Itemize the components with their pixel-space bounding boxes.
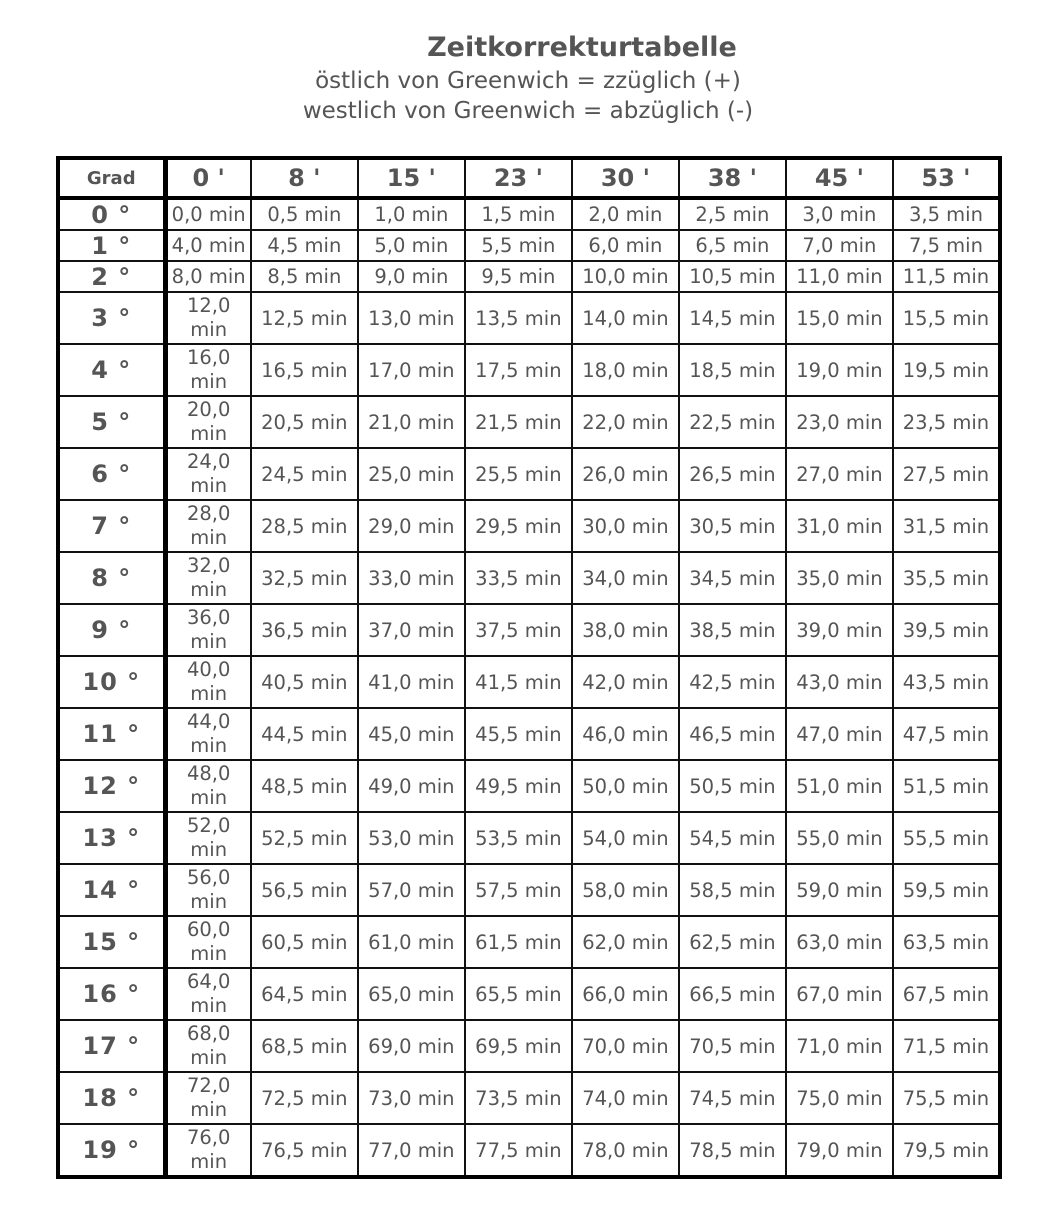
correction-cell: 24,0 min <box>165 448 251 500</box>
correction-cell: 41,5 min <box>465 656 572 708</box>
correction-cell: 13,0 min <box>358 292 465 344</box>
table-row <box>58 198 1000 230</box>
correction-cell: 29,0 min <box>358 500 465 552</box>
correction-cell: 72,5 min <box>251 1072 358 1124</box>
correction-cell: 10,0 min <box>572 261 679 292</box>
correction-cell: 64,5 min <box>251 968 358 1020</box>
correction-cell: 36,5 min <box>251 604 358 656</box>
degree-label: 12 ° <box>58 760 165 812</box>
degree-label: 4 ° <box>58 344 165 396</box>
degree-label: 1 ° <box>58 230 165 261</box>
table-header-row <box>58 158 1000 198</box>
correction-cell: 71,5 min <box>893 1020 1000 1072</box>
correction-cell: 39,5 min <box>893 604 1000 656</box>
correction-cell: 35,5 min <box>893 552 1000 604</box>
correction-cell: 70,5 min <box>679 1020 786 1072</box>
time-correction-table <box>56 156 1002 1179</box>
correction-cell: 74,5 min <box>679 1072 786 1124</box>
degree-label: 18 ° <box>58 1072 165 1124</box>
correction-cell: 32,5 min <box>251 552 358 604</box>
correction-cell: 58,5 min <box>679 864 786 916</box>
degree-label: 5 ° <box>58 396 165 448</box>
correction-cell: 60,5 min <box>251 916 358 968</box>
correction-cell: 9,5 min <box>465 261 572 292</box>
table-row <box>58 812 1000 864</box>
correction-cell: 67,5 min <box>893 968 1000 1020</box>
correction-cell: 53,5 min <box>465 812 572 864</box>
correction-cell: 3,5 min <box>893 198 1000 230</box>
correction-cell: 17,5 min <box>465 344 572 396</box>
correction-cell: 15,5 min <box>893 292 1000 344</box>
correction-cell: 28,0 min <box>165 500 251 552</box>
correction-cell: 25,0 min <box>358 448 465 500</box>
correction-cell: 68,0 min <box>165 1020 251 1072</box>
correction-cell: 45,0 min <box>358 708 465 760</box>
correction-cell: 57,5 min <box>465 864 572 916</box>
correction-cell: 27,0 min <box>786 448 893 500</box>
correction-cell: 4,0 min <box>165 230 251 261</box>
correction-cell: 70,0 min <box>572 1020 679 1072</box>
degree-label: 17 ° <box>58 1020 165 1072</box>
table-row <box>58 292 1000 344</box>
correction-cell: 59,5 min <box>893 864 1000 916</box>
correction-cell: 11,5 min <box>893 261 1000 292</box>
correction-cell: 21,0 min <box>358 396 465 448</box>
correction-cell: 13,5 min <box>465 292 572 344</box>
correction-cell: 22,5 min <box>679 396 786 448</box>
correction-cell: 23,5 min <box>893 396 1000 448</box>
correction-cell: 63,0 min <box>786 916 893 968</box>
correction-cell: 48,0 min <box>165 760 251 812</box>
correction-cell: 5,0 min <box>358 230 465 261</box>
correction-cell: 74,0 min <box>572 1072 679 1124</box>
correction-cell: 14,5 min <box>679 292 786 344</box>
header-minute: 15 ' <box>358 158 465 198</box>
correction-cell: 25,5 min <box>465 448 572 500</box>
header-minute: 45 ' <box>786 158 893 198</box>
correction-cell: 3,0 min <box>786 198 893 230</box>
table-body <box>58 198 1000 1177</box>
correction-cell: 37,5 min <box>465 604 572 656</box>
correction-cell: 51,0 min <box>786 760 893 812</box>
correction-cell: 65,0 min <box>358 968 465 1020</box>
table-row <box>58 1072 1000 1124</box>
correction-cell: 0,0 min <box>165 198 251 230</box>
correction-cell: 23,0 min <box>786 396 893 448</box>
correction-cell: 79,0 min <box>786 1124 893 1177</box>
table-row <box>58 396 1000 448</box>
header-minute: 30 ' <box>572 158 679 198</box>
correction-cell: 63,5 min <box>893 916 1000 968</box>
correction-cell: 41,0 min <box>358 656 465 708</box>
correction-cell: 33,0 min <box>358 552 465 604</box>
correction-cell: 40,0 min <box>165 656 251 708</box>
correction-cell: 55,5 min <box>893 812 1000 864</box>
correction-cell: 9,0 min <box>358 261 465 292</box>
correction-cell: 76,0 min <box>165 1124 251 1177</box>
correction-cell: 7,5 min <box>893 230 1000 261</box>
correction-cell: 11,0 min <box>786 261 893 292</box>
degree-label: 10 ° <box>58 656 165 708</box>
correction-cell: 24,5 min <box>251 448 358 500</box>
correction-cell: 42,5 min <box>679 656 786 708</box>
correction-cell: 45,5 min <box>465 708 572 760</box>
correction-cell: 49,5 min <box>465 760 572 812</box>
correction-cell: 52,5 min <box>251 812 358 864</box>
degree-label: 7 ° <box>58 500 165 552</box>
correction-cell: 78,0 min <box>572 1124 679 1177</box>
correction-cell: 34,5 min <box>679 552 786 604</box>
correction-cell: 47,5 min <box>893 708 1000 760</box>
degree-label: 8 ° <box>58 552 165 604</box>
correction-cell: 61,0 min <box>358 916 465 968</box>
header-minute: 23 ' <box>465 158 572 198</box>
correction-cell: 55,0 min <box>786 812 893 864</box>
correction-cell: 21,5 min <box>465 396 572 448</box>
correction-cell: 30,0 min <box>572 500 679 552</box>
correction-cell: 49,0 min <box>358 760 465 812</box>
degree-label: 16 ° <box>58 968 165 1020</box>
correction-cell: 40,5 min <box>251 656 358 708</box>
correction-cell: 75,5 min <box>893 1072 1000 1124</box>
correction-cell: 65,5 min <box>465 968 572 1020</box>
correction-cell: 61,5 min <box>465 916 572 968</box>
correction-cell: 62,5 min <box>679 916 786 968</box>
degree-label: 2 ° <box>58 261 165 292</box>
correction-cell: 43,5 min <box>893 656 1000 708</box>
correction-cell: 19,0 min <box>786 344 893 396</box>
correction-cell: 38,0 min <box>572 604 679 656</box>
header-minute: 0 ' <box>165 158 251 198</box>
correction-cell: 77,5 min <box>465 1124 572 1177</box>
correction-cell: 19,5 min <box>893 344 1000 396</box>
degree-label: 19 ° <box>58 1124 165 1177</box>
correction-cell: 33,5 min <box>465 552 572 604</box>
subtitle-east: östlich von Greenwich = zzüglich (+) <box>315 68 741 94</box>
table-row <box>58 552 1000 604</box>
correction-cell: 2,0 min <box>572 198 679 230</box>
correction-cell: 1,5 min <box>465 198 572 230</box>
correction-cell: 6,0 min <box>572 230 679 261</box>
correction-cell: 44,0 min <box>165 708 251 760</box>
degree-label: 13 ° <box>58 812 165 864</box>
correction-cell: 8,0 min <box>165 261 251 292</box>
table-row <box>58 604 1000 656</box>
correction-cell: 26,5 min <box>679 448 786 500</box>
correction-cell: 0,5 min <box>251 198 358 230</box>
correction-cell: 50,0 min <box>572 760 679 812</box>
correction-cell: 18,5 min <box>679 344 786 396</box>
correction-cell: 54,0 min <box>572 812 679 864</box>
correction-cell: 12,0 min <box>165 292 251 344</box>
correction-cell: 64,0 min <box>165 968 251 1020</box>
degree-label: 14 ° <box>58 864 165 916</box>
table-row <box>58 916 1000 968</box>
correction-cell: 51,5 min <box>893 760 1000 812</box>
correction-cell: 18,0 min <box>572 344 679 396</box>
correction-cell: 46,5 min <box>679 708 786 760</box>
table-row <box>58 230 1000 261</box>
correction-cell: 34,0 min <box>572 552 679 604</box>
header-minute: 38 ' <box>679 158 786 198</box>
table-row <box>58 656 1000 708</box>
correction-cell: 31,5 min <box>893 500 1000 552</box>
correction-cell: 56,5 min <box>251 864 358 916</box>
page-title: Zeitkorrekturtabelle <box>427 32 737 63</box>
correction-cell: 46,0 min <box>572 708 679 760</box>
correction-cell: 22,0 min <box>572 396 679 448</box>
correction-cell: 58,0 min <box>572 864 679 916</box>
correction-cell: 69,0 min <box>358 1020 465 1072</box>
correction-cell: 79,5 min <box>893 1124 1000 1177</box>
correction-cell: 52,0 min <box>165 812 251 864</box>
correction-cell: 38,5 min <box>679 604 786 656</box>
subtitle-west: westlich von Greenwich = abzüglich (-) <box>302 98 754 124</box>
correction-cell: 4,5 min <box>251 230 358 261</box>
table-row <box>58 864 1000 916</box>
correction-cell: 68,5 min <box>251 1020 358 1072</box>
correction-cell: 29,5 min <box>465 500 572 552</box>
correction-cell: 16,0 min <box>165 344 251 396</box>
correction-cell: 69,5 min <box>465 1020 572 1072</box>
correction-cell: 10,5 min <box>679 261 786 292</box>
correction-cell: 75,0 min <box>786 1072 893 1124</box>
correction-cell: 36,0 min <box>165 604 251 656</box>
correction-cell: 12,5 min <box>251 292 358 344</box>
correction-cell: 5,5 min <box>465 230 572 261</box>
correction-cell: 42,0 min <box>572 656 679 708</box>
correction-cell: 37,0 min <box>358 604 465 656</box>
correction-cell: 62,0 min <box>572 916 679 968</box>
degree-label: 6 ° <box>58 448 165 500</box>
header-grad: Grad <box>58 158 165 198</box>
correction-cell: 7,0 min <box>786 230 893 261</box>
correction-cell: 39,0 min <box>786 604 893 656</box>
correction-cell: 20,0 min <box>165 396 251 448</box>
table-row <box>58 261 1000 292</box>
correction-cell: 66,5 min <box>679 968 786 1020</box>
correction-cell: 14,0 min <box>572 292 679 344</box>
correction-cell: 15,0 min <box>786 292 893 344</box>
degree-label: 9 ° <box>58 604 165 656</box>
correction-cell: 59,0 min <box>786 864 893 916</box>
degree-label: 0 ° <box>58 198 165 230</box>
correction-cell: 32,0 min <box>165 552 251 604</box>
correction-cell: 27,5 min <box>893 448 1000 500</box>
correction-cell: 72,0 min <box>165 1072 251 1124</box>
correction-cell: 66,0 min <box>572 968 679 1020</box>
header-minute: 8 ' <box>251 158 358 198</box>
correction-cell: 1,0 min <box>358 198 465 230</box>
correction-cell: 26,0 min <box>572 448 679 500</box>
correction-cell: 30,5 min <box>679 500 786 552</box>
correction-cell: 78,5 min <box>679 1124 786 1177</box>
table-row <box>58 500 1000 552</box>
correction-cell: 31,0 min <box>786 500 893 552</box>
correction-cell: 28,5 min <box>251 500 358 552</box>
correction-cell: 43,0 min <box>786 656 893 708</box>
correction-cell: 56,0 min <box>165 864 251 916</box>
correction-cell: 77,0 min <box>358 1124 465 1177</box>
correction-cell: 60,0 min <box>165 916 251 968</box>
header-minute: 53 ' <box>893 158 1000 198</box>
correction-cell: 73,5 min <box>465 1072 572 1124</box>
table-row <box>58 1020 1000 1072</box>
correction-cell: 8,5 min <box>251 261 358 292</box>
correction-cell: 44,5 min <box>251 708 358 760</box>
table-row <box>58 708 1000 760</box>
correction-cell: 2,5 min <box>679 198 786 230</box>
correction-cell: 71,0 min <box>786 1020 893 1072</box>
degree-label: 3 ° <box>58 292 165 344</box>
table-row <box>58 1124 1000 1177</box>
table-row <box>58 448 1000 500</box>
correction-cell: 50,5 min <box>679 760 786 812</box>
correction-cell: 47,0 min <box>786 708 893 760</box>
correction-cell: 73,0 min <box>358 1072 465 1124</box>
degree-label: 11 ° <box>58 708 165 760</box>
correction-cell: 20,5 min <box>251 396 358 448</box>
degree-label: 15 ° <box>58 916 165 968</box>
correction-cell: 6,5 min <box>679 230 786 261</box>
table-row <box>58 760 1000 812</box>
table-row <box>58 968 1000 1020</box>
correction-cell: 54,5 min <box>679 812 786 864</box>
correction-cell: 48,5 min <box>251 760 358 812</box>
correction-cell: 76,5 min <box>251 1124 358 1177</box>
correction-cell: 53,0 min <box>358 812 465 864</box>
correction-cell: 35,0 min <box>786 552 893 604</box>
correction-cell: 17,0 min <box>358 344 465 396</box>
table-row <box>58 344 1000 396</box>
correction-cell: 57,0 min <box>358 864 465 916</box>
correction-cell: 67,0 min <box>786 968 893 1020</box>
correction-cell: 16,5 min <box>251 344 358 396</box>
